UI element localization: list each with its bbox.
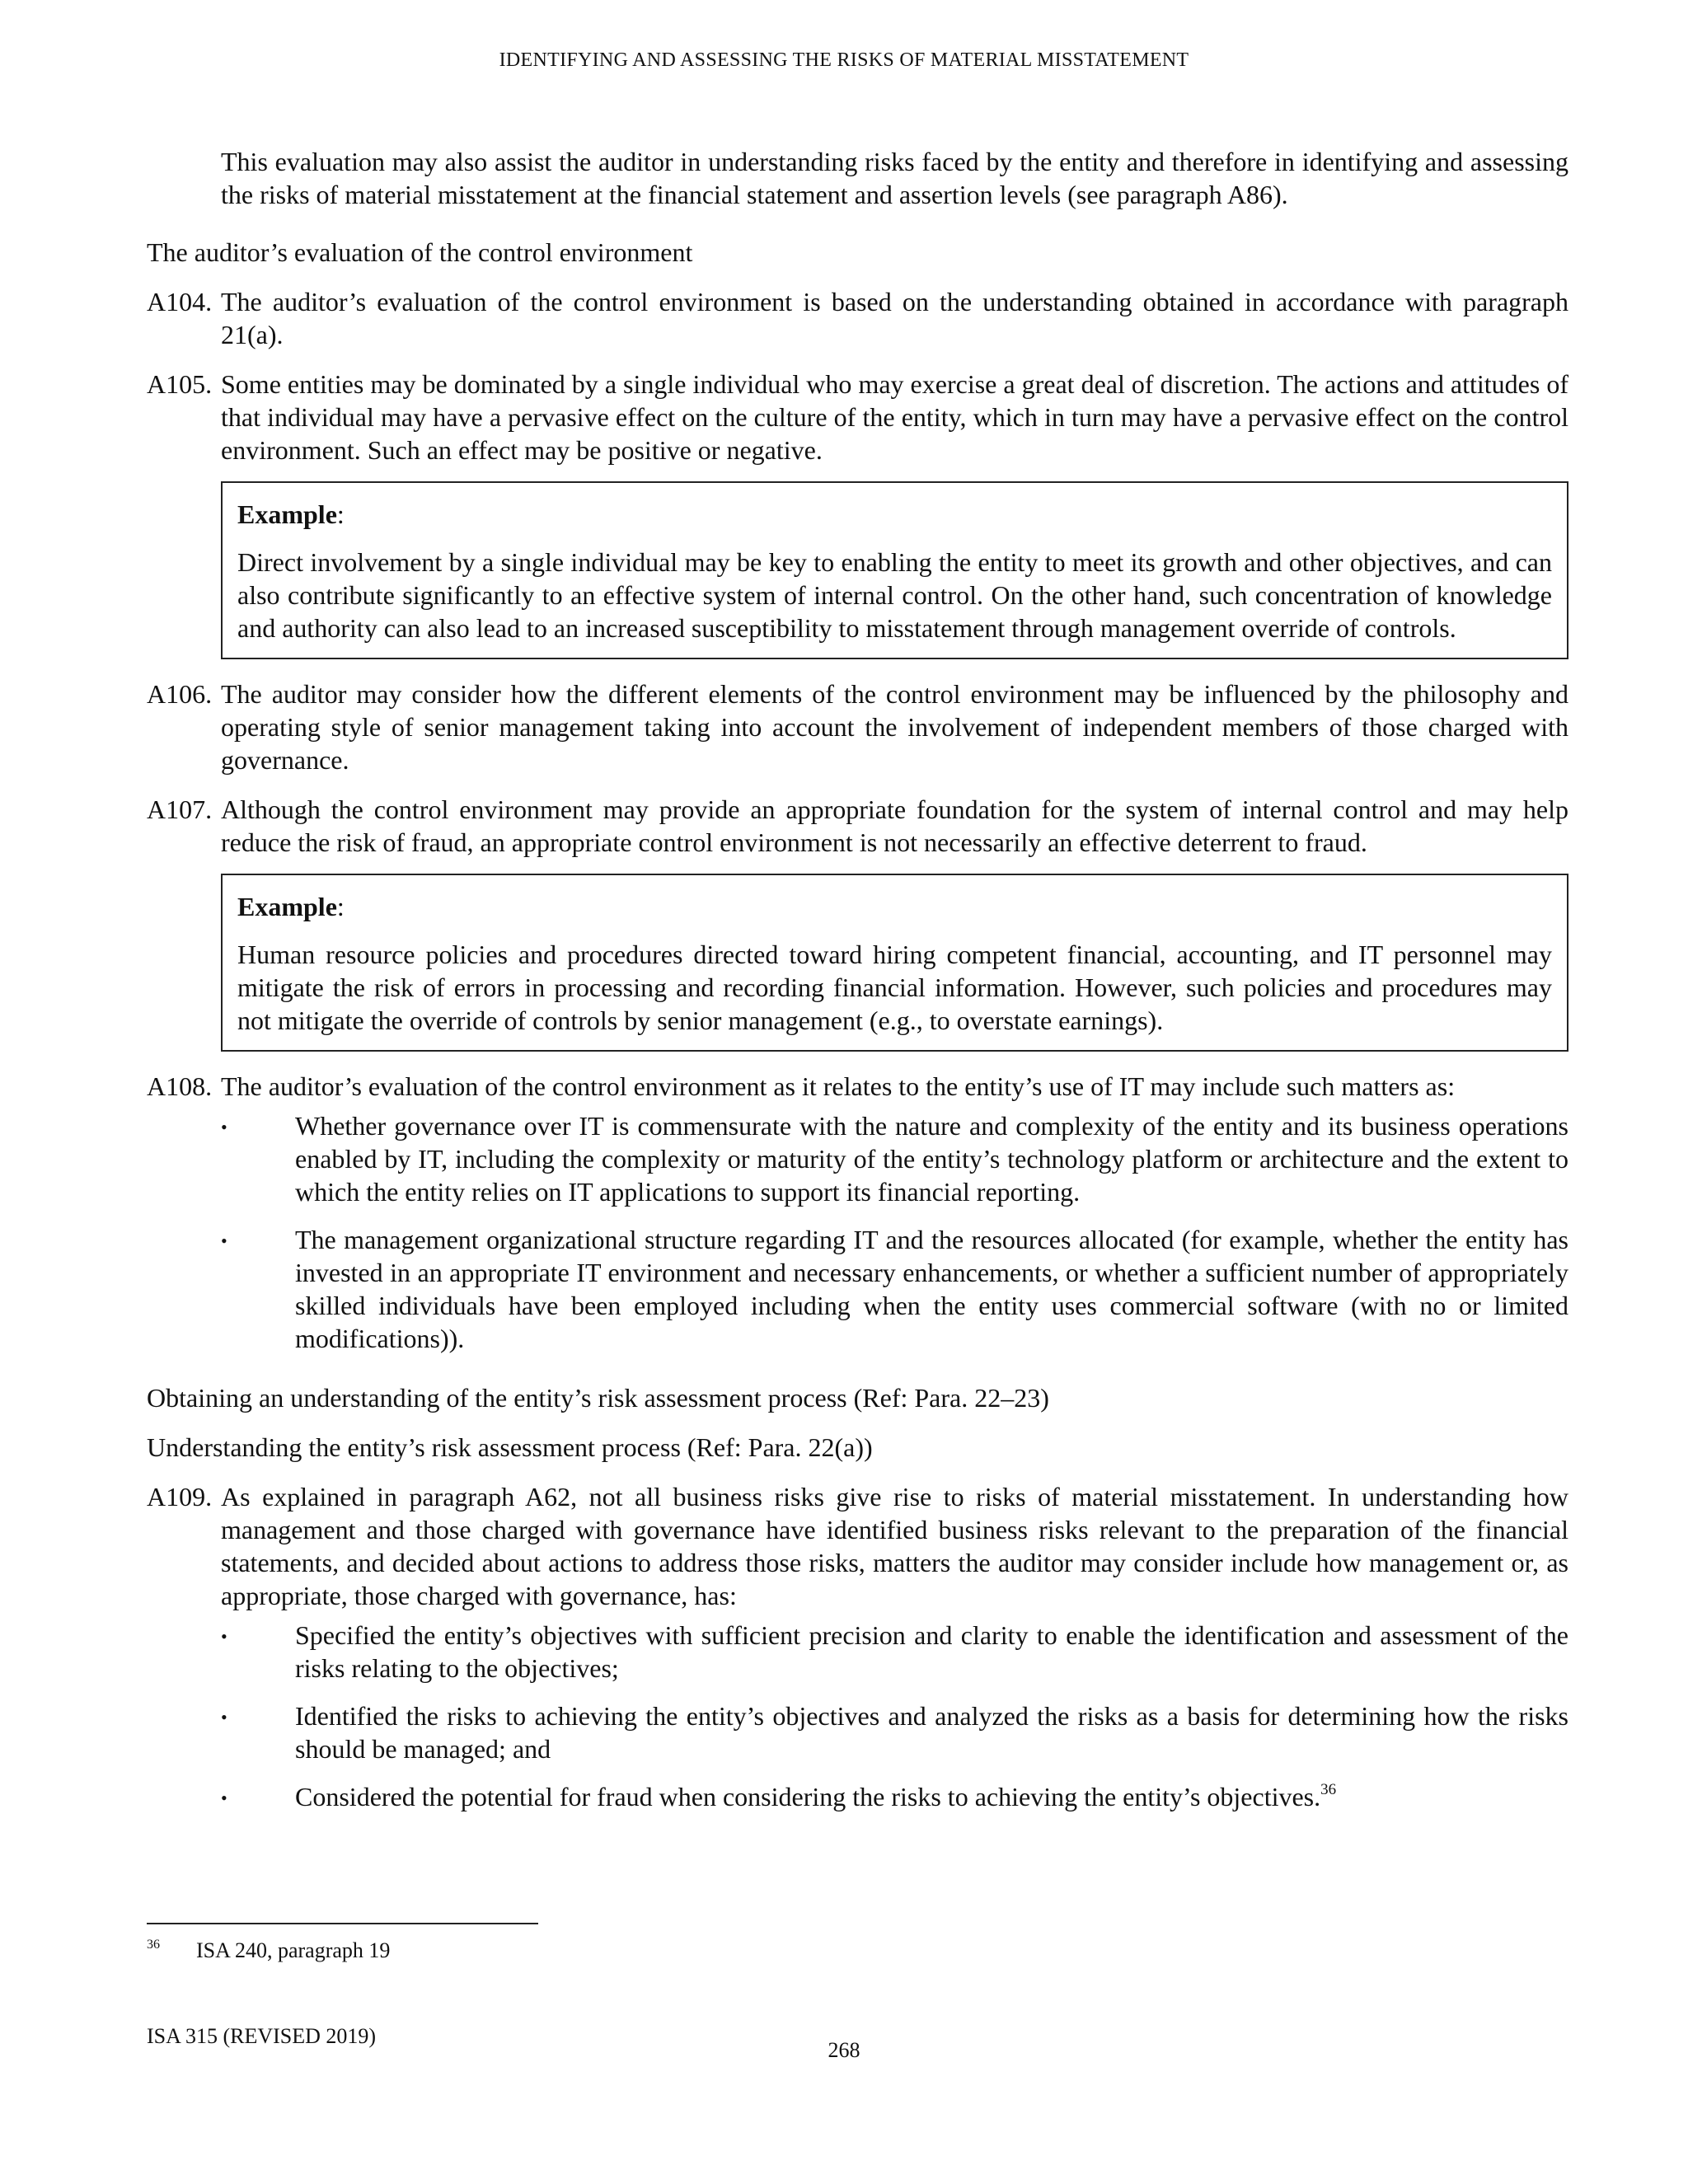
paragraph-text: The auditor’s evaluation of the control environment as it relates to the entity’s use of IT may include such matters as: [221, 1071, 1456, 1101]
bullet-icon: • [221, 1707, 227, 1727]
running-header: IDENTIFYING AND ASSESSING THE RISKS OF MATERIAL MISSTATEMENT [499, 49, 1189, 71]
paragraph-text: Some entities may be dominated by a single individual who may exercise a great deal of discretion. The actions and attitudes of that individual may have a pervasive effect on the culture of the entity, which in turn may have a pervasive effect on the control environment. Such an effect may be positive or negative. [221, 369, 1568, 465]
page-content [147, 145, 1568, 1830]
example-title: Example: [237, 499, 345, 529]
bullet-icon: • [221, 1626, 227, 1647]
a108-bullet-list [147, 1109, 1568, 1355]
bullet-icon: • [221, 1117, 227, 1137]
paragraph-a109 [147, 1480, 1568, 1612]
paragraph-text: The auditor’s evaluation of the control environment is based on the understanding obtained in accordance with paragraph 21(a). [221, 287, 1568, 349]
paragraph-number: A109. [147, 1482, 213, 1511]
footnote-reference[interactable]: 36 [1320, 1781, 1337, 1798]
page-number: 268 [828, 2038, 860, 2062]
list-item-text: Specified the entity’s objectives with sufficient precision and clarity to enable the identification and assessment of the risks relating to the objectives; [295, 1620, 1568, 1683]
paragraph-a105 [147, 368, 1568, 466]
example-title: Example: [237, 892, 345, 921]
section-heading-risk-assessment: Obtaining an understanding of the entity’s risk assessment process (Ref: Para. 22–23) [147, 1383, 1049, 1413]
section-heading-control-environment: The auditor’s evaluation of the control environment [147, 237, 693, 267]
example-box-1 [221, 481, 1568, 659]
footnote-text: ISA 240, paragraph 19 [196, 1938, 391, 1962]
paragraph-number: A105. [147, 369, 213, 399]
paragraph-number: A108. [147, 1071, 213, 1101]
paragraph-a108 [147, 1070, 1568, 1103]
paragraph-number: A106. [147, 679, 213, 709]
list-item-text: The management organizational structure regarding IT and the resources allocated (for example, whether the entity has invested in an appropriate IT environment and necessary enhancements, or whether a sufficient number of appropriately skilled individuals have been employed including when the entity uses commercial software (with no or limited modifications)). [295, 1225, 1568, 1353]
bullet-icon: • [221, 1788, 227, 1808]
paragraph-text: The auditor may consider how the different elements of the control environment may be influenced by the philosophy and operating style of senior management taking into account the involvement of independent members of those charged with governance. [221, 679, 1568, 775]
footnote-number: 36 [147, 1938, 160, 1952]
list-item [147, 1699, 1568, 1765]
paragraph-a106 [147, 677, 1568, 776]
intro-paragraph: This evaluation may also assist the auditor in understanding risks faced by the entity and therefore in identifying and assessing the risks of material misstatement at the financial statement and assertion levels (see paragraph A86). [221, 147, 1568, 209]
footnote [147, 1937, 390, 1965]
example-body: Human resource policies and procedures directed toward hiring competent financial, accounting, and IT personnel may mitigate the risk of errors in processing and recording financial information. However, such policies and procedures may not mitigate the override of controls by senior management (e.g., to overstate earnings). [237, 940, 1552, 1035]
example-body: Direct involvement by a single individual may be key to enabling the entity to meet its growth and other objectives, and can also contribute significantly to an effective system of internal control. On the other hand, such concentration of knowledge and authority can also lead to an increased susceptibility to misstatement through management override of controls. [237, 547, 1552, 643]
list-item-text: Identified the risks to achieving the entity’s objectives and analyzed the risks as a basis for determining how the risks should be managed; and [295, 1701, 1568, 1764]
subsection-heading-risk-assessment: Understanding the entity’s risk assessment process (Ref: Para. 22(a)) [147, 1432, 873, 1462]
example-box-2 [221, 874, 1568, 1052]
footer-standard-title: ISA 315 (REVISED 2019) [147, 2024, 377, 2048]
paragraph-a104 [147, 285, 1568, 351]
paragraph-text: As explained in paragraph A62, not all business risks give rise to risks of material misstatement. In understanding how management and those charged with governance have identified business risks relevant to the preparation of the financial statements, and decided about actions to address those risks, matters the auditor may consider include how management or, as appropriate, those charged with governance, has: [221, 1482, 1568, 1610]
footnote-divider [147, 1923, 538, 1924]
a109-bullet-list [147, 1619, 1568, 1815]
list-item-text: Whether governance over IT is commensurate with the nature and complexity of the entity and its business operations enabled by IT, including the complexity or maturity of the entity’s technology platform or architecture and the extent to which the entity relies on IT applications to support its financial reporting. [295, 1111, 1568, 1207]
paragraph-number: A104. [147, 287, 213, 316]
bullet-icon: • [221, 1230, 227, 1251]
list-item [147, 1780, 1568, 1815]
list-item [147, 1109, 1568, 1208]
paragraph-text: Although the control environment may provide an appropriate foundation for the system of internal control and may help reduce the risk of fraud, an appropriate control environment is not necessarily an effective deterrent to fraud. [221, 794, 1568, 857]
paragraph-a107 [147, 793, 1568, 859]
list-item [147, 1223, 1568, 1355]
paragraph-number: A107. [147, 794, 213, 824]
list-item-text: Considered the potential for fraud when considering the risks to achieving the entity’s objectives.$^{36}$ [295, 1781, 1337, 1811]
list-item [147, 1619, 1568, 1685]
